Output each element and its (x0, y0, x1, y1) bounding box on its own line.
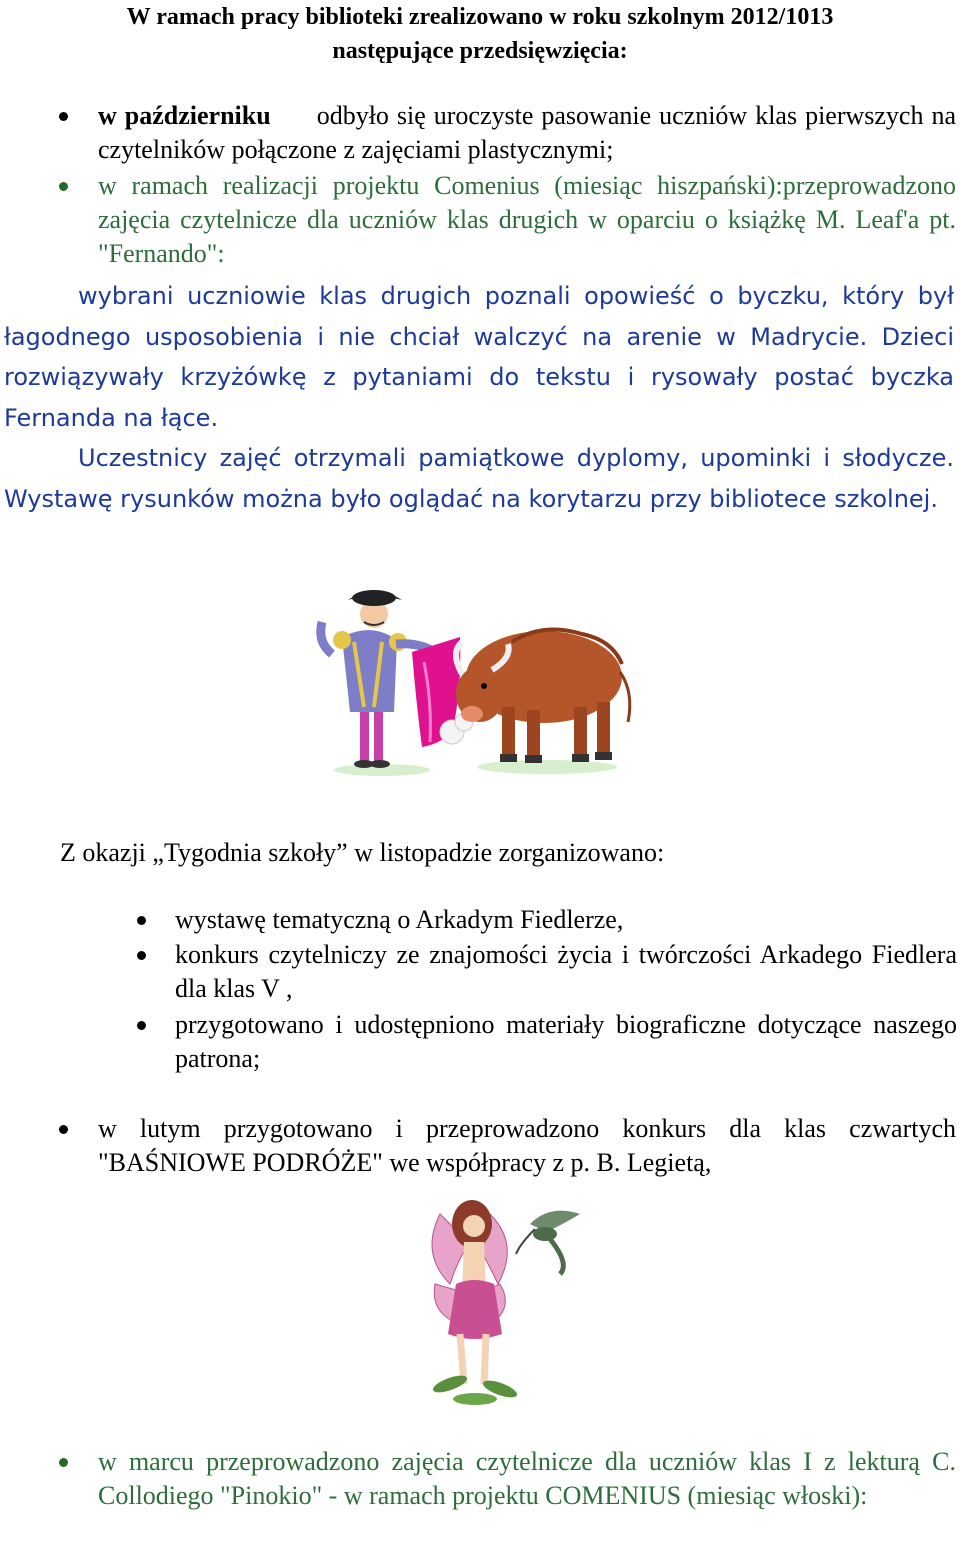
bullet-icon (134, 1018, 148, 1032)
october-text: odbyło się uroczyste pasowanie uczniów klas pierwszych na czytelników połączone z zajęciami plastycznymi; (98, 101, 957, 164)
fairy-hummingbird-illustration (420, 1184, 590, 1412)
school-week-item-1: wystawę tematyczną o Arkadym Fiedlerze, (175, 905, 624, 934)
fernando-paragraph-1: wybrani uczniowie klas drugich poznali opowieść o byczku, który był łagodnego usposobienia i nie chciał walczyć na arenie w Madrycie. Dzieci rozwiązywały krzyżówkę z pytaniami do tekstu i rysowały postać byczka Fernanda na łące. (4, 282, 954, 432)
fernando-description (4, 276, 954, 519)
school-week-item-3: przygotowano i udostępniono materiały biograficzne dotyczące naszego patrona; (175, 1010, 957, 1073)
bullet-icon (56, 109, 70, 123)
bullet-icon (56, 1455, 70, 1469)
heading-line-2: następujące przedsięwzięcia: (332, 38, 628, 64)
heading-line-1: W ramach pracy biblioteki zrealizowano w roku szkolnym 2012/1013 (126, 4, 834, 30)
october-lead: w październiku (98, 101, 271, 130)
page-heading (0, 0, 960, 68)
bullet-icon (134, 948, 148, 962)
matador-bull-illustration (312, 582, 644, 780)
bullet-icon (134, 913, 148, 927)
school-week-item-2: konkurs czytelniczy ze znajomości życia i twórczości Arkadego Fiedlera dla klas V , (175, 940, 957, 1003)
february-item: w lutym przygotowano i przeprowadzono konkurs dla klas czwartych "BAŚNIOWE PODRÓŻE" we współpracy z p. B. Legietą, (98, 1114, 956, 1177)
bullet-icon (56, 179, 70, 193)
october-item (98, 99, 956, 167)
school-week-intro: Z okazji „Tygodnia szkoły” w listopadzie zorganizowano: (60, 838, 665, 867)
march-item: w marcu przeprowadzono zajęcia czytelnicze dla uczniów klas I z lekturą C. Collodiego "Pinokio" - w ramach projektu COMENIUS (miesiąc włoski): (98, 1447, 956, 1510)
fernando-paragraph-2: Uczestnicy zajęć otrzymali pamiątkowe dyplomy, upominki i słodycze. Wystawę rysunków można było oglądać na korytarzu przy bibliotece szkolnej. (4, 444, 954, 513)
bullet-icon (56, 1122, 70, 1136)
comenius-item: w ramach realizacji projektu Comenius (miesiąc hiszpański):przeprowadzono zajęcia czytelnicze dla uczniów klas drugich w oparciu o książkę M. Leaf'a pt. "Fernando": (98, 171, 956, 268)
